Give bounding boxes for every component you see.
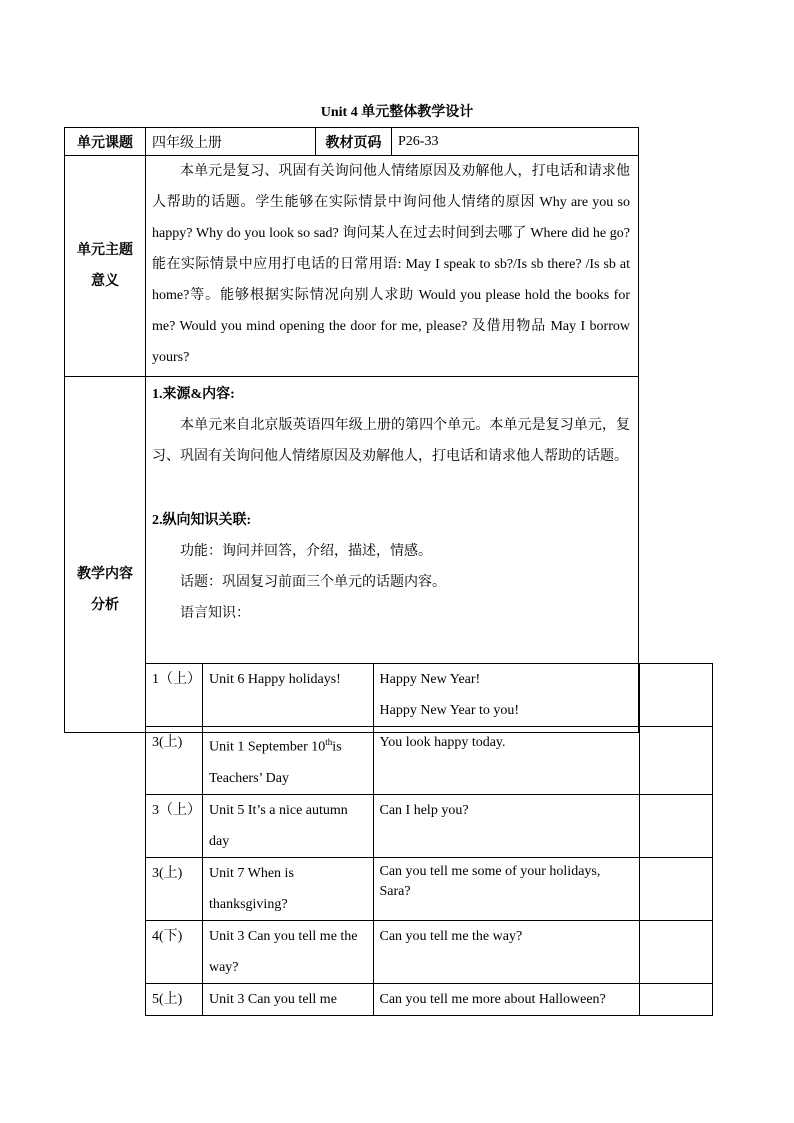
empty-cell <box>640 857 713 920</box>
knowledge-heading: 2.纵向知识关联: <box>152 513 252 528</box>
knowledge-row <box>146 794 713 857</box>
function-line: 功能：询问并回答，介绍，描述，情感。 <box>180 544 432 559</box>
knowledge-row <box>146 727 713 795</box>
textbook-pages-label: 教材页码 <box>316 128 392 156</box>
example-cell <box>373 920 640 983</box>
unit-info-row <box>65 128 639 156</box>
empty-cell <box>640 794 713 857</box>
knowledge-row <box>146 857 713 920</box>
knowledge-row <box>146 664 713 727</box>
example-cell <box>373 664 640 727</box>
knowledge-table <box>145 663 713 1016</box>
content-analysis-label <box>65 377 146 733</box>
grade-cell: 3(上) <box>146 857 203 920</box>
content-analysis-label-line2: 分析 <box>91 597 119 613</box>
unit-theme-content <box>146 156 639 377</box>
example-sentence: Can you tell me some of your holidays, Sara? <box>379 863 601 899</box>
unit-text: Unit 1 September 10 <box>208 739 326 755</box>
empty-cell <box>640 920 713 983</box>
example-sentence: Happy New Year to you! <box>379 703 520 718</box>
knowledge-row <box>146 920 713 983</box>
unit-theme-text: 本单元是复习、巩固有关询问他人情绪原因及劝解他人，打电话和请求他人帮助的话题。学生能够在实际情景中询问他人情绪的原因 Why are you so happy? Why do you look so sad? 询问某人在过去时间到去哪了 Where did he go? 能在实际情景中应用打电话的日常用语: May I speak to sb?/Is sb there? /Is sb at home?等。能够根据实际情况向别人求助 Would you please hold the books for me? Would you mind opening the door for me, please? 及借用物品 May I borrow yours? <box>152 164 630 365</box>
example-cell <box>373 727 640 795</box>
example-cell <box>373 983 640 1015</box>
unit-theme-row <box>65 156 639 377</box>
language-knowledge-line: 语言知识： <box>180 606 250 621</box>
textbook-pages-value: P26-33 <box>392 128 639 156</box>
example-cell <box>373 857 640 920</box>
content-analysis-label-line1: 教学内容 <box>77 566 133 582</box>
unit-topic-label: 单元课题 <box>65 128 146 156</box>
topic-line: 话题：巩固复习前面三个单元的话题内容。 <box>180 575 446 590</box>
unit-superscript: th <box>325 737 333 747</box>
knowledge-row <box>146 983 713 1015</box>
unit-cell: Unit 5 It’s a nice autumn day <box>202 794 373 857</box>
grade-cell: 5(上) <box>146 983 203 1015</box>
source-heading: 1.来源&内容: <box>152 387 235 402</box>
unit-theme-label <box>65 156 146 377</box>
grade-cell: 3（上） <box>146 794 203 857</box>
unit-cell: Unit 6 Happy holidays! <box>202 664 373 727</box>
unit-design-table <box>64 127 639 733</box>
source-text: 本单元来自北京版英语四年级上册的第四个单元。本单元是复习单元，复习、巩固有关询问他人情绪原因及劝解他人，打电话和请求他人帮助的话题。 <box>152 418 630 464</box>
empty-cell <box>640 664 713 727</box>
unit-theme-label-line2: 意义 <box>91 274 119 289</box>
example-sentence: Happy New Year! <box>379 672 481 687</box>
empty-cell <box>640 983 713 1015</box>
grade-cell: 1（上） <box>146 664 203 727</box>
page-title: Unit 4 单元整体教学设计 <box>320 105 474 120</box>
unit-theme-label-line1: 单元主题 <box>77 243 133 258</box>
example-sentence: You look happy today. <box>379 735 506 750</box>
grade-cell: 3(上) <box>146 727 203 795</box>
unit-text-tail: is Teachers’ Day <box>208 739 342 786</box>
grade-cell: 4(下) <box>146 920 203 983</box>
unit-cell <box>202 727 373 795</box>
unit-cell: Unit 3 Can you tell me the way? <box>202 920 373 983</box>
example-sentence: Can you tell me the way? <box>379 928 523 944</box>
unit-topic-value: 四年级上册 <box>146 128 316 156</box>
example-sentence: Can I help you? <box>379 802 469 818</box>
example-sentence: Can you tell me more about Halloween? <box>379 991 606 1007</box>
empty-cell <box>640 727 713 795</box>
unit-cell: Unit 7 When is thanksgiving? <box>202 857 373 920</box>
unit-cell: Unit 3 Can you tell me <box>202 983 373 1015</box>
example-cell <box>373 794 640 857</box>
